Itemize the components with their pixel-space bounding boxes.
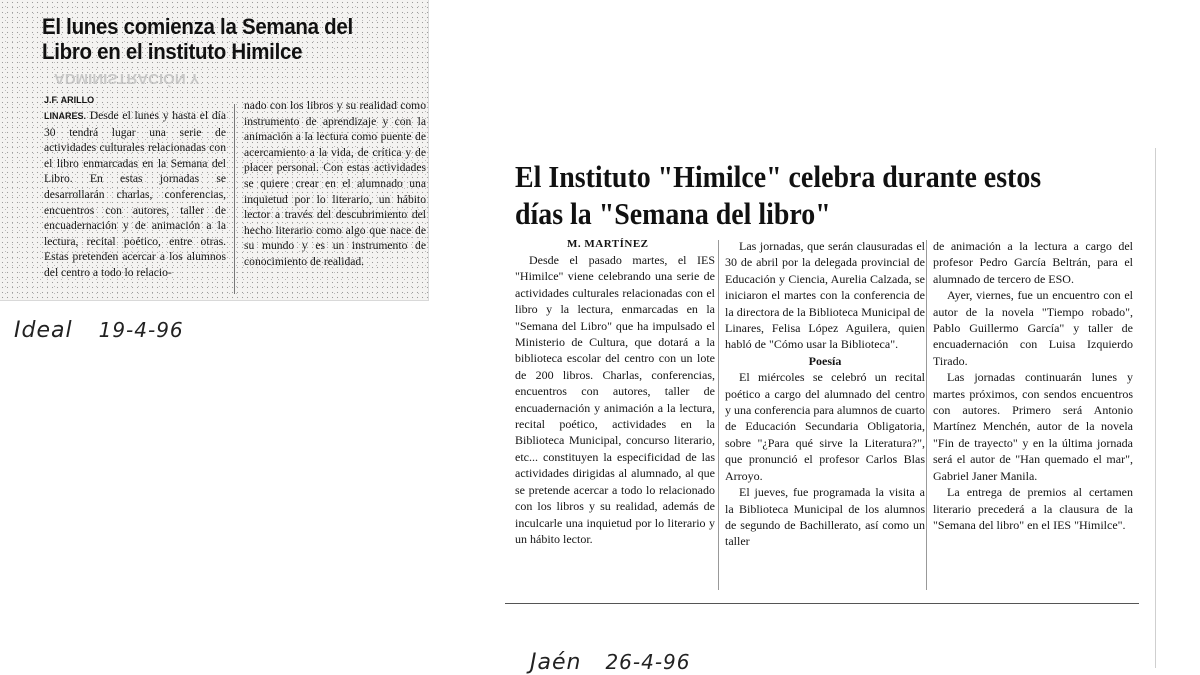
paragraph: Ayer, viernes, fue un encuentro con el autor de la novela "Tiempo robado", Pablo Guillermo García" y taller de encuadernación con Luisa Izquierdo Tirado. <box>933 288 1133 368</box>
paragraph: de animación a la lectura a cargo del profesor Pedro García Beltrán, para el alumnado de tercero de ESO. <box>933 239 1133 286</box>
paragraph: El jueves, fue programada la visita a la Biblioteca Municipal de los alumnos de segundo de Bachillerato, así como un taller <box>725 485 925 549</box>
column-divider <box>718 240 719 590</box>
subheading: Poesía <box>808 353 842 368</box>
paragraph: La entrega de premios al certamen literario precederá a la clausura de la "Semana del libro" en el IES "Himilce". <box>933 485 1133 532</box>
bleed-through-text: ADMINISTRACIÓN Y <box>54 70 200 87</box>
clipping-headline: El Instituto "Himilce" celebra durante estos días la "Semana del libro" <box>515 159 1042 231</box>
handwritten-source: Ideal <box>14 318 73 343</box>
article-column-2 <box>725 238 925 550</box>
article-column-2: nado con los libros y su realidad como instrumento de aprendizaje y con la animación a la lectura como puente de acercamiento a la vida, de crítica y de placer personal. Con estas actividades se quiere crear en el alumnado una inquietud por lo literario, un hábito lector a través del descubrimiento del hecho literario como algo que nace de su mundo y es un instrumento de conocimiento de realidad. <box>244 99 426 268</box>
column-divider <box>234 104 235 294</box>
article-column-1 <box>515 252 715 547</box>
byline: M. MARTÍNEZ <box>567 238 649 250</box>
clipping-ideal <box>0 0 429 301</box>
clipping-edge <box>1155 148 1156 668</box>
handwritten-source: Jaén <box>530 650 582 675</box>
handwritten-date: 26-4-96 <box>605 650 691 674</box>
bottom-rule <box>505 603 1139 604</box>
paragraph: El miércoles se celebró un recital poético a cargo del alumnado del centro y una conferencia para alumnos de cuarto de Educación Secundaria Obligatoria, sobre "¿Para qué sirve la Literatura?", que pronunció el profesor Carlos Blas Arroyo. <box>725 370 925 483</box>
dateline: LINARES. <box>44 111 87 121</box>
handwritten-date: 19-4-96 <box>98 318 184 342</box>
paragraph: Las jornadas continuarán lunes y martes próximos, con sendos encuentros con autores. Primero será Antonio Martínez Menchén, autor de la novela "Fin de trayecto" y en la última jornada será el autor de "Han quemado el mar", Gabriel Janer Manila. <box>933 370 1133 483</box>
clipping-jaen <box>505 148 1185 668</box>
handwritten-annotation <box>14 318 184 343</box>
article-column-3 <box>933 238 1133 533</box>
column-divider <box>926 240 927 590</box>
handwritten-annotation <box>530 650 691 675</box>
byline: J.F. ARILLO <box>44 95 95 105</box>
clipping-headline: El lunes comienza la Semana del Libro en el instituto Himilce <box>42 14 353 64</box>
paragraph: Las jornadas, que serán clausuradas el 30 de abril por la delegada provincial de Educación y Ciencia, Aurelia Calzada, se iniciaron el martes con la conferencia de la directora de la Biblioteca Municipal de Linares, Felisa López Aguilera, quien habló de "Cómo usar la Biblioteca". <box>725 239 925 352</box>
paragraph: Desde el pasado martes, el IES "Himilce" viene celebrando una serie de actividades culturales relacionadas con el libro y la lectura, enmarcadas en la "Semana del Libro" que ha impulsado el Ministerio de Cultura, que dotará a la biblioteca escolar del centro con un lote de 200 libros. Charlas, conferencias, encuentros con autores, taller de encuadernación y animación a la lectura, recital poético, actividades en la Biblioteca Municipal, concurso literario, etc... constituyen la especificidad de las actividades dirigidas al alumnado, al que se pretende acercar a todo lo relacionado con los libros y su realidad, además de inculcarle una inquietud por lo literario y un hábito lector. <box>515 253 715 546</box>
article-column-1 <box>44 108 226 281</box>
column-text: Desde el lunes y hasta el día 30 tendrá lugar una serie de actividades culturales relacionadas con el libro enmarcadas en la Semana del Libro. En estas jornadas se desarrollarán charlas, conferencias, encuentros con autores, taller de encuadernación y de animación a la lectura, recital poético, entre otras. Estas pretenden acercar a los alumnos del centro a todo lo relacio- <box>44 109 226 279</box>
